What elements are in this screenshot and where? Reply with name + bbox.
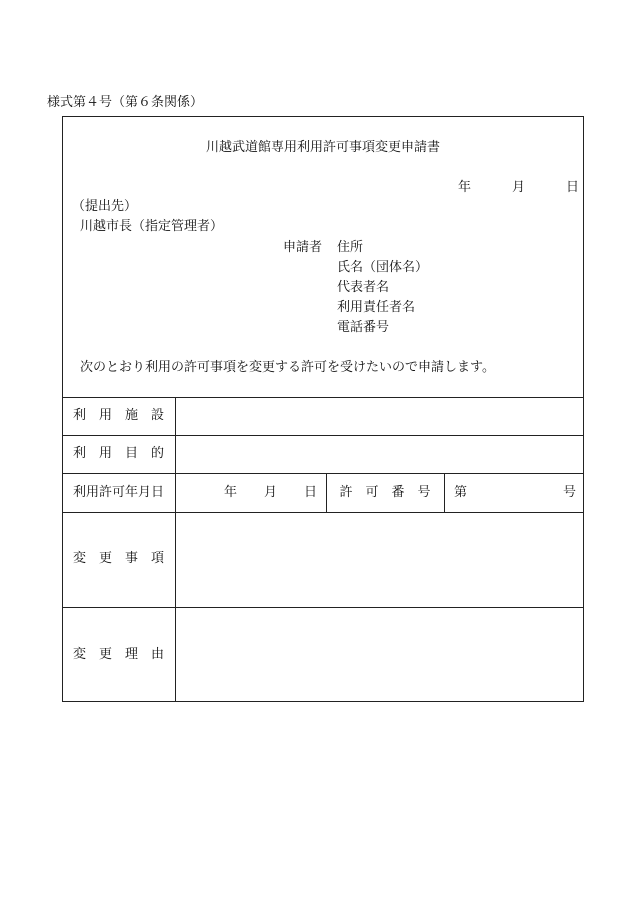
permit-month-label: 月	[264, 485, 278, 500]
applicant-phone-label: 電話番号	[337, 320, 390, 335]
purpose-label: 利 用 目 的	[72, 446, 164, 461]
permit-year-label: 年	[224, 485, 238, 500]
addressee-prefix: （提出先）	[72, 199, 138, 214]
change-reason-label: 変 更 理 由	[72, 647, 164, 662]
label-column-divider	[175, 397, 176, 702]
applicant-label: 申請者	[283, 240, 323, 255]
permit-number-label: 許 可 番 号	[339, 485, 431, 500]
applicant-representative-label: 代表者名	[337, 280, 390, 295]
date-month-label: 月	[512, 180, 526, 195]
row-divider	[62, 435, 584, 436]
number-prefix: 第	[454, 485, 468, 500]
table-top-line	[62, 397, 584, 398]
date-year-label: 年	[458, 180, 472, 195]
row-divider	[62, 512, 584, 513]
form-id: 様式第４号（第６条関係）	[47, 95, 204, 110]
application-statement: 次のとおり利用の許可事項を変更する許可を受けたいので申請します。	[80, 360, 495, 375]
applicant-address-label: 住所	[337, 240, 364, 255]
form-title: 川越武道館専用利用許可事項変更申請書	[205, 140, 440, 155]
permit-date-label: 利用許可年月日	[72, 485, 164, 500]
date-day-label: 日	[566, 180, 580, 195]
applicant-manager-label: 利用責任者名	[337, 300, 416, 315]
applicant-name-label: 氏名（団体名）	[337, 260, 429, 275]
row-divider	[62, 473, 584, 474]
cell-divider	[444, 473, 445, 512]
permit-day-label: 日	[304, 485, 318, 500]
row-divider	[62, 607, 584, 608]
addressee-name: 川越市長（指定管理者）	[80, 219, 224, 234]
change-items-label: 変 更 事 項	[72, 551, 164, 566]
number-suffix: 号	[563, 485, 577, 500]
facility-label: 利 用 施 設	[72, 408, 164, 423]
